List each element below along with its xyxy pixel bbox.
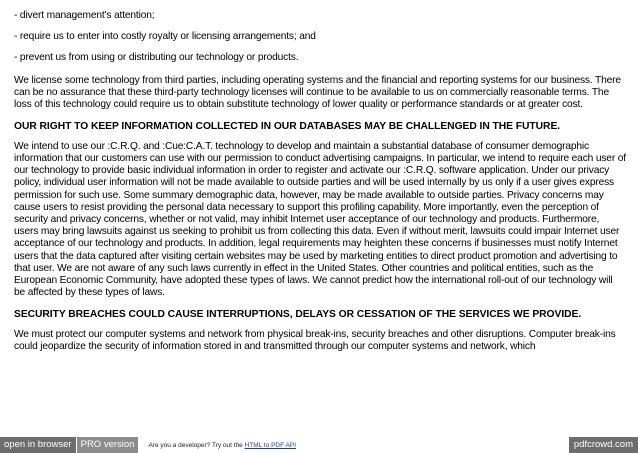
paragraph: We intend to use our :C.R.Q. and :Cue:C.A.T. technology to develop and maintain a substantial database of consumer demographic information that our customers can use with our permission to conduct advertising campaigns. In particular, we intend to require each user of our technology to provide basic individual information in order to register and activate our :C.R.Q. software application. Under our privacy policy, individual user information will not be made available to outside parties and will be used internally by us only if a user gives express permission for such use. Some summary demographic data, however, may be made available to outside parties. Privacy concerns may cause users to resist providing the personal data necessary to support this profiling capability. More importantly, even the perception of security and privacy concerns, whether or not valid, may inhibit Internet user acceptance of our technology and products. Furthermore, users may bring lawsuits against us seeking to prohibit us from collecting this data. Even if without merit, lawsuits could impair Internet user acceptance of our technology and products. In addition, legal requirements may heighten these concerns if businesses must notify Internet users that the data captured after visiting certain websites may be used by marketing entities to direct product promotion and advertising to that user. We are not aware of any such laws currently in effect in the United States. Other countries and political entities, such as the European Economic Community, have adopted these types of laws. We cannot predict how the international roll-out of our technology will be affected by these types of laws. [14,140,626,299]
developer-message [148,442,296,449]
document-body [14,10,626,363]
paragraph: We must protect our computer systems and network from physical break-ins, security breaches and other disruptions. Computer break-ins could jeopardize the security of information stored in and transmitted through our computer systems and network, which [14,329,616,353]
section-heading: OUR RIGHT TO KEEP INFORMATION COLLECTED IN OUR DATABASES MAY BE CHALLENGED IN THE FUTURE. [14,121,561,133]
section-heading: SECURITY BREACHES COULD CAUSE INTERRUPTIONS, DELAYS OR CESSATION OF THE SERVICES WE PROVIDE. [14,309,582,321]
developer-message-text: Are you a developer? Try out the [148,441,243,449]
pdfcrowd-brand-link[interactable]: pdfcrowd.com [569,437,638,453]
bullet-item: - prevent us from using or distributing our technology or products. [14,52,299,64]
pdf-footer-bar [0,437,638,453]
pro-version-button[interactable]: PRO version [77,437,139,453]
paragraph: We license some technology from third parties, including operating systems and the financial and reporting systems for our business. There can be no assurance that these third-party technology licenses will continue to be available to us on commercially reasonable terms. The loss of this technology could require us to obtain substitute technology of lower quality or performance standards or at greater cost. [14,74,621,111]
html-to-pdf-api-link[interactable]: HTML to PDF API [244,441,297,449]
open-in-browser-button[interactable]: open in browser [0,437,76,453]
bullet-item: - require us to enter into costly royalty or licensing arrangements; and [14,31,316,43]
bullet-item: - divert management's attention; [14,10,155,21]
